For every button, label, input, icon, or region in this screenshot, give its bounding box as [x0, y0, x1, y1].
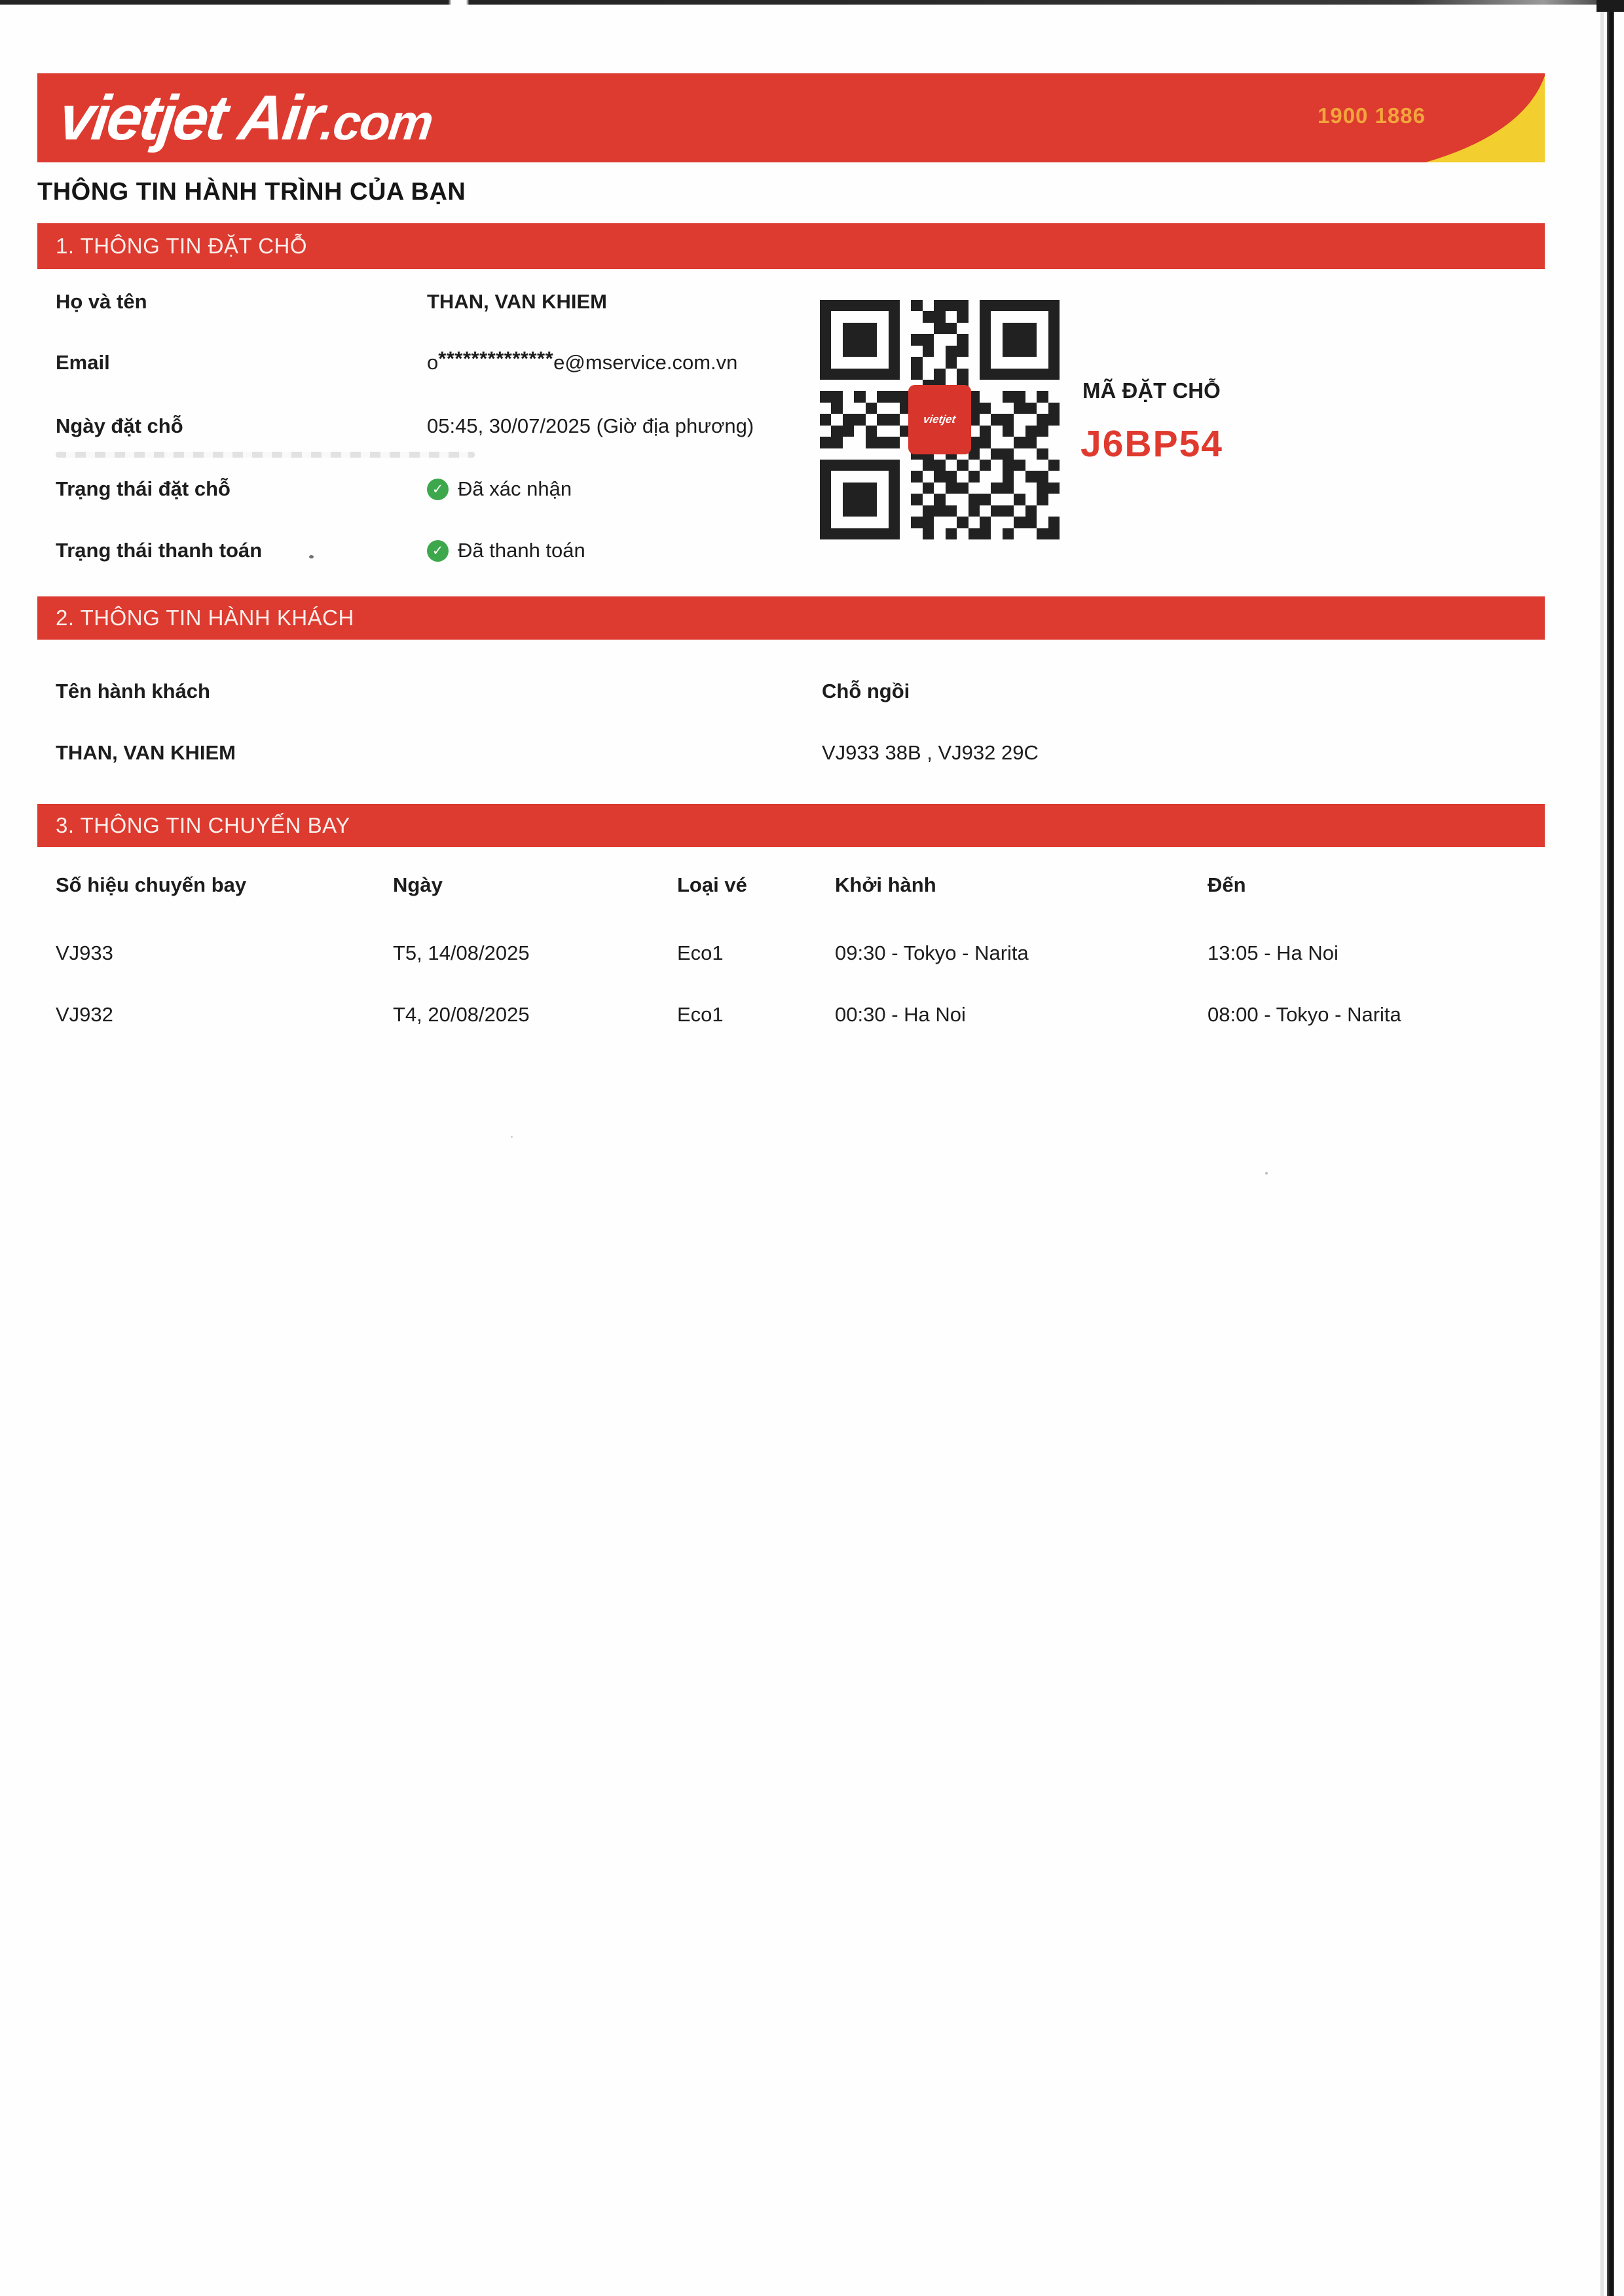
booking-code-label: MÃ ĐẶT CHỖ	[1082, 378, 1221, 403]
email-masked-stars: **************	[438, 347, 554, 370]
seat-value: VJ933 38B , VJ932 29C	[822, 741, 1039, 764]
section-2-title: 2. THÔNG TIN HÀNH KHÁCH	[56, 606, 354, 630]
field-row-booking-date	[56, 414, 815, 443]
departure-info: 09:30 - Tokyo - Narita	[835, 941, 1029, 964]
flight-date: T5, 14/08/2025	[393, 941, 530, 964]
section-3-title: 3. THÔNG TIN CHUYẾN BAY	[56, 813, 350, 837]
qr-logo-text: vietjet	[923, 413, 957, 426]
field-row-full-name	[56, 290, 815, 319]
col-header-flight-number: Số hiệu chuyến bay	[56, 873, 247, 896]
booking-date-label: Ngày đặt chỗ	[56, 414, 183, 437]
section-1-title: 1. THÔNG TIN ĐẶT CHỖ	[56, 234, 308, 258]
arrival-info: 08:00 - Tokyo - Narita	[1208, 1003, 1401, 1026]
payment-status-text: Đã thanh toán	[458, 539, 585, 562]
flight-table-header-row	[56, 873, 1549, 902]
field-row-email	[56, 347, 815, 380]
booking-status-label: Trạng thái đặt chỗ	[56, 477, 231, 500]
flight-number: VJ932	[56, 1003, 113, 1026]
fare-type: Eco1	[677, 1003, 724, 1026]
full-name-value: THAN, VAN KHIEM	[427, 290, 607, 313]
page-title: THÔNG TIN HÀNH TRÌNH CỦA BẠN	[37, 178, 466, 206]
section-2-passenger-header	[37, 596, 1545, 640]
flight-table-row	[56, 1003, 1549, 1032]
section-3-flights-header	[37, 804, 1545, 847]
scan-smudge	[56, 452, 475, 458]
flight-date: T4, 20/08/2025	[393, 1003, 530, 1026]
arrival-info: 13:05 - Ha Noi	[1208, 941, 1338, 964]
booking-date-value: 05:45, 30/07/2025 (Giờ địa phương)	[427, 414, 754, 437]
col-header-fare-type: Loại vé	[677, 873, 747, 896]
payment-status-label: Trạng thái thanh toán	[56, 539, 263, 562]
booking-code-value: J6BP54	[1080, 423, 1223, 465]
field-row-booking-status	[56, 477, 815, 506]
qr-center-logo	[908, 385, 971, 454]
col-header-arrival: Đến	[1208, 873, 1246, 896]
booking-status-value	[427, 477, 572, 501]
scan-corner-blob	[1596, 0, 1624, 12]
col-header-departure: Khởi hành	[835, 873, 936, 896]
booking-status-text: Đã xác nhận	[458, 477, 572, 500]
check-circle-icon: ✓	[427, 540, 449, 562]
payment-status-value	[427, 539, 585, 562]
hotline-number: 1900 1886	[1318, 103, 1426, 128]
header-bar	[37, 73, 1545, 162]
scan-speck	[1265, 1172, 1268, 1175]
scan-right-edge-shadow	[1600, 0, 1604, 2296]
full-name-label: Họ và tên	[56, 290, 147, 313]
departure-info: 00:30 - Ha Noi	[835, 1003, 966, 1026]
fare-type: Eco1	[677, 941, 724, 964]
logo-domain-text: .com	[318, 94, 435, 151]
col-header-date: Ngày	[393, 873, 443, 896]
scan-speck	[511, 1136, 513, 1138]
qr-code	[820, 300, 1060, 539]
logo-air-text: Air	[234, 82, 326, 153]
flight-table-row	[56, 941, 1549, 970]
section-1-booking-header	[37, 223, 1545, 269]
seat-label: Chỗ ngồi	[822, 680, 910, 702]
scan-right-edge-line	[1607, 0, 1614, 2296]
passenger-name-label: Tên hành khách	[56, 680, 210, 702]
logo-vietjet-text: vietjet	[55, 82, 230, 153]
flight-number: VJ933	[56, 941, 113, 964]
scan-top-edge-line	[0, 0, 1624, 5]
email-suffix: e@mservice.com.vn	[553, 351, 738, 374]
check-circle-icon: ✓	[427, 479, 449, 500]
field-row-payment-status	[56, 539, 815, 568]
vietjet-logo	[54, 73, 438, 162]
passenger-name-value: THAN, VAN KHIEM	[56, 741, 236, 764]
email-value	[427, 347, 738, 374]
email-prefix: o	[427, 351, 439, 374]
email-label: Email	[56, 351, 110, 374]
